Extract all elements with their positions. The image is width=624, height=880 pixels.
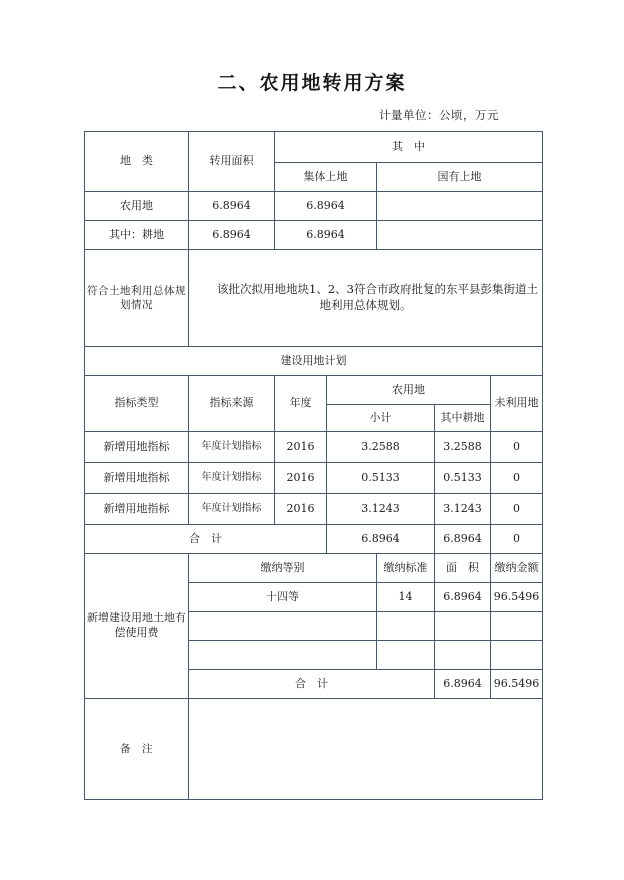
- table-row: [85, 554, 543, 583]
- header-pay-standard: 缴纳标准: [377, 554, 435, 583]
- plan-conformity-text: 该批次拟用地地块1、2、3符合市政府批复的东平县彭集街道土地利用总体规划。: [189, 250, 543, 347]
- fee-row-grade: 十四等: [189, 583, 377, 612]
- remarks-label: 备 注: [85, 699, 189, 800]
- fee-row-amount: [491, 612, 543, 641]
- plan-row-source: 年度计划指标: [189, 494, 275, 525]
- header-subtotal: 小计: [327, 405, 435, 432]
- construction-plan-title: 建设用地计划: [85, 347, 543, 376]
- plan-row-subtotal: 0.5133: [327, 463, 435, 494]
- fee-row-amount: [491, 641, 543, 670]
- plan-row-unused: 0: [491, 463, 543, 494]
- plan-row-source: 年度计划指标: [189, 432, 275, 463]
- remarks-text: [189, 699, 543, 800]
- header-land-type: 地 类: [85, 132, 189, 192]
- plan-row-type: 新增用地指标: [85, 494, 189, 525]
- unit-note: 计量单位：公顷，万元: [379, 108, 499, 122]
- header-collective-land: 集体上地: [275, 163, 377, 192]
- row-state-farmland: [377, 192, 543, 221]
- header-pay-amount: 缴纳金额: [491, 554, 543, 583]
- table-row: [85, 376, 543, 405]
- header-index-source: 指标来源: [189, 376, 275, 432]
- page-title: 二、农用地转用方案: [217, 72, 407, 94]
- fee-row-standard: [377, 641, 435, 670]
- row-collective-cultivated: 6.8964: [275, 221, 377, 250]
- row-collective-farmland: 6.8964: [275, 192, 377, 221]
- plan-row-unused: 0: [491, 494, 543, 525]
- row-state-cultivated: [377, 221, 543, 250]
- plan-row-year: 2016: [275, 494, 327, 525]
- header-year: 年度: [275, 376, 327, 432]
- header-farmland: 农用地: [327, 376, 491, 405]
- header-state-land: 国有上地: [377, 163, 543, 192]
- row-area-farmland: 6.8964: [189, 192, 275, 221]
- header-convert-area: 转用面积: [189, 132, 275, 192]
- plan-row-type: 新增用地指标: [85, 463, 189, 494]
- plan-row-year: 2016: [275, 463, 327, 494]
- fee-total-label: 合 计: [189, 670, 435, 699]
- header-unused-land: 未利用地: [491, 376, 543, 432]
- table-row: [85, 525, 543, 554]
- fee-row-standard: 14: [377, 583, 435, 612]
- plan-row-year: 2016: [275, 432, 327, 463]
- plan-row-cultivated: 0.5133: [435, 463, 491, 494]
- plan-total-subtotal: 6.8964: [327, 525, 435, 554]
- row-label-cultivated: 其中：耕地: [85, 221, 189, 250]
- table-row: [85, 432, 543, 463]
- header-index-type: 指标类型: [85, 376, 189, 432]
- fee-row-area: 6.8964: [435, 583, 491, 612]
- table-row: [85, 699, 543, 800]
- land-conversion-table: [84, 131, 543, 800]
- fee-row-grade: [189, 641, 377, 670]
- fee-total-amount: 96.5496: [491, 670, 543, 699]
- header-fee-area: 面 积: [435, 554, 491, 583]
- plan-total-unused: 0: [491, 525, 543, 554]
- plan-row-subtotal: 3.1243: [327, 494, 435, 525]
- table-row: [85, 347, 543, 376]
- table-row: [85, 221, 543, 250]
- plan-row-source: 年度计划指标: [189, 463, 275, 494]
- plan-row-unused: 0: [491, 432, 543, 463]
- row-area-cultivated: 6.8964: [189, 221, 275, 250]
- fee-row-amount: 96.5496: [491, 583, 543, 612]
- table-row: [85, 192, 543, 221]
- fee-row-standard: [377, 612, 435, 641]
- header-cultivated: 其中耕地: [435, 405, 491, 432]
- table-row: [85, 494, 543, 525]
- plan-row-cultivated: 3.1243: [435, 494, 491, 525]
- row-label-farmland: 农用地: [85, 192, 189, 221]
- fee-row-area: [435, 612, 491, 641]
- plan-conformity-label: 符合土地利用总体规划情况: [85, 250, 189, 347]
- plan-total-label: 合 计: [85, 525, 327, 554]
- fee-row-area: [435, 641, 491, 670]
- table-row: [85, 463, 543, 494]
- table-row: [85, 250, 543, 347]
- header-pay-grade: 缴纳等别: [189, 554, 377, 583]
- table-row: [85, 132, 543, 163]
- plan-row-type: 新增用地指标: [85, 432, 189, 463]
- fee-row-grade: [189, 612, 377, 641]
- plan-row-subtotal: 3.2588: [327, 432, 435, 463]
- fee-total-area: 6.8964: [435, 670, 491, 699]
- paid-use-fee-label: 新增建设用地土地有偿使用费: [85, 554, 189, 699]
- plan-row-cultivated: 3.2588: [435, 432, 491, 463]
- plan-total-cultivated: 6.8964: [435, 525, 491, 554]
- header-among-which: 其 中: [275, 132, 543, 163]
